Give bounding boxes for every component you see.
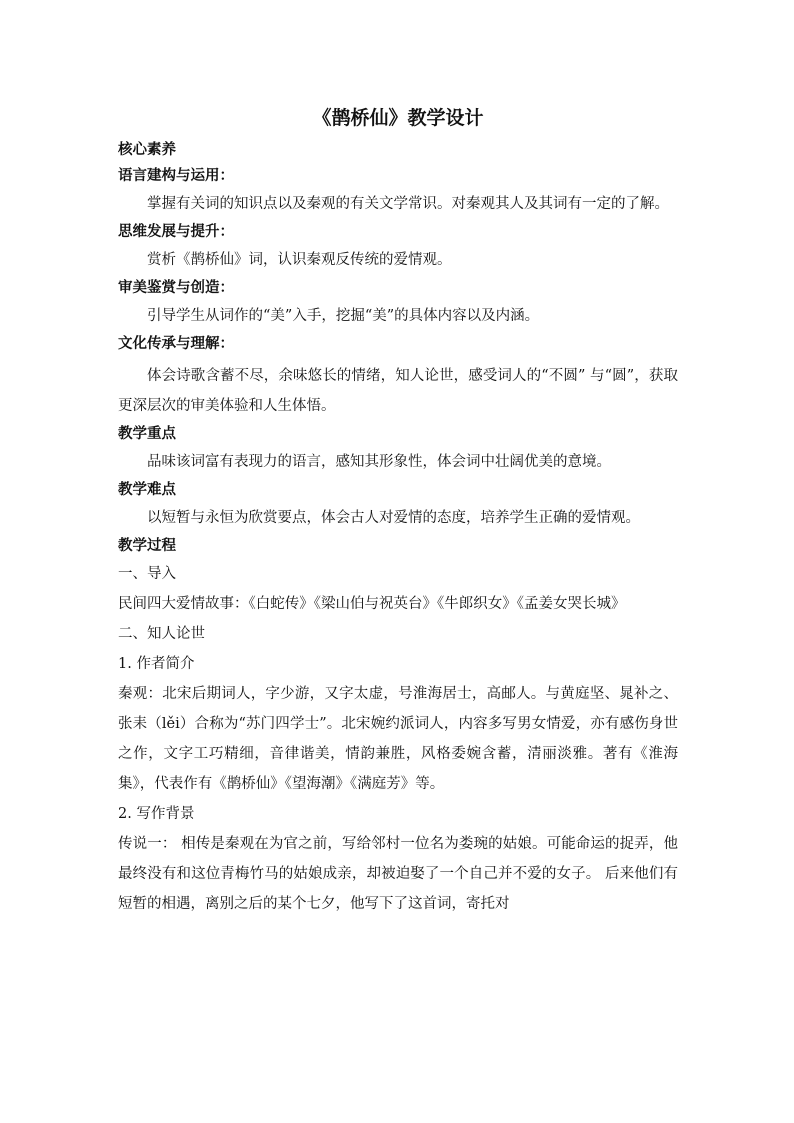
aesthetic-text: 引导学生从词作的“美”入手，挖掘“美”的具体内容以及内涵。 xyxy=(147,308,540,324)
key-points-heading: 教学重点 xyxy=(118,426,176,442)
document-body xyxy=(118,103,678,919)
culture-heading: 文化传承与理解： xyxy=(118,336,234,352)
key-points-text: 品味该词富有表现力的语言，感知其形象性，体会词中壮阔优美的意境。 xyxy=(147,454,611,470)
step-author-heading: 二、知人论世 xyxy=(118,626,205,642)
document-title: 《鹊桥仙》教学设计 xyxy=(312,107,484,129)
step-intro-heading: 一、导入 xyxy=(118,566,176,582)
thinking-heading: 思维发展与提升： xyxy=(118,224,234,240)
culture-text: 体会诗歌含蓄不尽，余味悠长的情绪，知人论世，感受词人的“不圆” 与“圆”，获取更深层次的审美体验和人生体悟。 xyxy=(118,368,678,414)
aesthetic-heading: 审美鉴赏与创造： xyxy=(118,280,234,296)
author-intro-subheading: 1. 作者简介 xyxy=(118,656,195,672)
thinking-text: 赏析《鹊桥仙》词，认识秦观反传统的爱情观。 xyxy=(147,252,452,268)
author-intro-text: 秦观：北宋后期词人，字少游，又字太虚，号淮海居士，高邮人。与黄庭坚、晁补之、张耒（lěi）合称为“苏门四学士”。北宋婉约派词人，内容多写男女情爱，亦有感伤身世之作，文字工巧精细，音律谐美，情韵兼胜，风格委婉含蓄，清丽淡雅。著有《淮海集》，代表作有《鹊桥仙》《望海潮》《满庭芳》等。 xyxy=(118,686,678,792)
difficulty-text: 以短暂与永恒为欣赏要点，体会古人对爱情的态度，培养学生正确的爱情观。 xyxy=(147,510,640,526)
background-subheading: 2. 写作背景 xyxy=(118,806,195,822)
background-text: 传说一： 相传是秦观在为官之前，写给邻村一位名为娄琬的姑娘。可能命运的捉弄，他最终没有和这位青梅竹马的姑娘成亲，却被迫娶了一个自己并不爱的女子。 后来他们有短暂的相遇，离别之后的某个七夕，他写下了这首词，寄托对 xyxy=(118,836,678,912)
language-text: 掌握有关词的知识点以及秦观的有关文学常识。对秦观其人及其词有一定的了解。 xyxy=(147,196,669,212)
core-literacy-heading: 核心素养 xyxy=(118,142,176,158)
process-heading: 教学过程 xyxy=(118,538,176,554)
language-heading: 语言建构与运用： xyxy=(118,168,234,184)
difficulty-heading: 教学难点 xyxy=(118,482,176,498)
step-intro-text: 民间四大爱情故事：《白蛇传》《梁山伯与祝英台》《牛郎织女》《孟姜女哭长城》 xyxy=(118,596,626,612)
